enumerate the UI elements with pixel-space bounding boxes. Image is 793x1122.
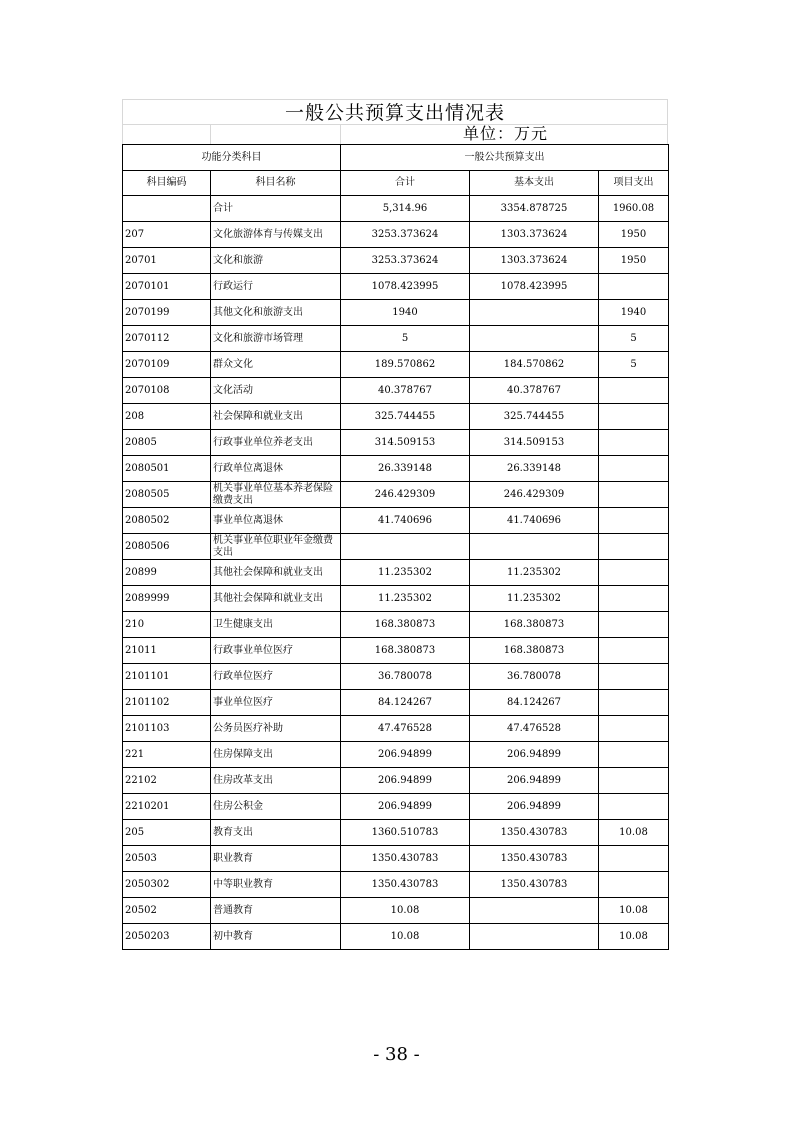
- table-row: [123, 716, 669, 742]
- project-cell: [599, 404, 669, 430]
- project-cell: 10.08: [599, 898, 669, 924]
- code-cell: 2080506: [123, 534, 211, 560]
- total-cell: 5: [341, 326, 470, 352]
- name-cell: 文化活动: [211, 378, 341, 404]
- basic-cell: 325.744455: [470, 404, 599, 430]
- basic-cell: [470, 326, 599, 352]
- header-name: 科目名称: [211, 171, 341, 196]
- project-cell: [599, 430, 669, 456]
- name-cell: 群众文化: [211, 352, 341, 378]
- project-cell: 5: [599, 326, 669, 352]
- project-cell: 5: [599, 352, 669, 378]
- table-row: [123, 326, 669, 352]
- basic-cell: 1350.430783: [470, 820, 599, 846]
- code-cell: 2070109: [123, 352, 211, 378]
- total-cell: 26.339148: [341, 456, 470, 482]
- basic-cell: [470, 924, 599, 950]
- basic-cell: 168.380873: [470, 638, 599, 664]
- name-cell: 住房公积金: [211, 794, 341, 820]
- project-cell: [599, 534, 669, 560]
- total-cell: 189.570862: [341, 352, 470, 378]
- name-cell: 行政单位医疗: [211, 664, 341, 690]
- code-cell: 2070112: [123, 326, 211, 352]
- table-row: [123, 794, 669, 820]
- table-row: [123, 404, 669, 430]
- total-cell: 1940: [341, 300, 470, 326]
- table-row: [123, 924, 669, 950]
- code-cell: 2089999: [123, 586, 211, 612]
- header-project: 项目支出: [599, 171, 669, 196]
- table-row: [123, 872, 669, 898]
- name-cell: 教育支出: [211, 820, 341, 846]
- table-row: [123, 690, 669, 716]
- name-cell: 卫生健康支出: [211, 612, 341, 638]
- table-row: [123, 846, 669, 872]
- total-cell: 36.780078: [341, 664, 470, 690]
- unit-label: 单位：万元: [463, 124, 549, 143]
- table-row: [123, 300, 669, 326]
- project-cell: [599, 768, 669, 794]
- table-row: [123, 586, 669, 612]
- name-cell: 中等职业教育: [211, 872, 341, 898]
- project-cell: [599, 612, 669, 638]
- table-row: [123, 482, 669, 508]
- total-cell: 168.380873: [341, 638, 470, 664]
- header-total: 合计: [341, 171, 470, 196]
- table-row: [123, 378, 669, 404]
- code-cell: 210: [123, 612, 211, 638]
- header-public-budget: 一般公共预算支出: [341, 145, 669, 171]
- code-cell: 2101101: [123, 664, 211, 690]
- name-cell: 职业教育: [211, 846, 341, 872]
- table-row: [123, 820, 669, 846]
- total-cell: 41.740696: [341, 508, 470, 534]
- basic-cell: 1303.373624: [470, 248, 599, 274]
- table-row: [123, 352, 669, 378]
- code-cell: 22102: [123, 768, 211, 794]
- code-cell: 2101102: [123, 690, 211, 716]
- unit-row: [122, 124, 668, 144]
- total-cell: 206.94899: [341, 794, 470, 820]
- total-cell: 40.378767: [341, 378, 470, 404]
- total-cell: 11.235302: [341, 586, 470, 612]
- total-cell: 168.380873: [341, 612, 470, 638]
- basic-cell: 36.780078: [470, 664, 599, 690]
- code-cell: 207: [123, 222, 211, 248]
- project-cell: 1940: [599, 300, 669, 326]
- header-row-group: [123, 145, 669, 171]
- name-cell: 普通教育: [211, 898, 341, 924]
- name-cell: 文化旅游体育与传媒支出: [211, 222, 341, 248]
- table-row: [123, 534, 669, 560]
- project-cell: [599, 274, 669, 300]
- total-cell: 47.476528: [341, 716, 470, 742]
- project-cell: [599, 690, 669, 716]
- total-cell: 1078.423995: [341, 274, 470, 300]
- header-basic: 基本支出: [470, 171, 599, 196]
- basic-cell: 3354.878725: [470, 196, 599, 222]
- project-cell: [599, 742, 669, 768]
- total-cell: 1360.510783: [341, 820, 470, 846]
- basic-cell: 1350.430783: [470, 872, 599, 898]
- table-row: [123, 196, 669, 222]
- blank-cell: [211, 125, 341, 144]
- code-cell: 2101103: [123, 716, 211, 742]
- basic-cell: [470, 300, 599, 326]
- project-cell: [599, 664, 669, 690]
- basic-cell: [470, 898, 599, 924]
- project-cell: 10.08: [599, 924, 669, 950]
- basic-cell: 1303.373624: [470, 222, 599, 248]
- page-title: 一般公共预算支出情况表: [122, 99, 668, 124]
- code-cell: 2050302: [123, 872, 211, 898]
- basic-cell: 206.94899: [470, 742, 599, 768]
- name-cell: 行政事业单位医疗: [211, 638, 341, 664]
- basic-cell: 246.429309: [470, 482, 599, 508]
- table-row: [123, 898, 669, 924]
- basic-cell: 40.378767: [470, 378, 599, 404]
- code-cell: 221: [123, 742, 211, 768]
- basic-cell: 206.94899: [470, 768, 599, 794]
- basic-cell: 314.509153: [470, 430, 599, 456]
- total-cell: 10.08: [341, 898, 470, 924]
- table-row: [123, 274, 669, 300]
- table-row: [123, 664, 669, 690]
- table-row: [123, 456, 669, 482]
- project-cell: [599, 508, 669, 534]
- name-cell: 住房保障支出: [211, 742, 341, 768]
- name-cell: 住房改革支出: [211, 768, 341, 794]
- basic-cell: 47.476528: [470, 716, 599, 742]
- table-row: [123, 222, 669, 248]
- basic-cell: 11.235302: [470, 586, 599, 612]
- total-cell: 1350.430783: [341, 846, 470, 872]
- page-number: - 38 -: [373, 1044, 420, 1065]
- project-cell: [599, 794, 669, 820]
- basic-cell: 84.124267: [470, 690, 599, 716]
- basic-cell: 1078.423995: [470, 274, 599, 300]
- header-row-columns: [123, 171, 669, 196]
- table-row: [123, 612, 669, 638]
- total-cell: 1350.430783: [341, 872, 470, 898]
- basic-cell: 1350.430783: [470, 846, 599, 872]
- code-cell: 2080501: [123, 456, 211, 482]
- table-row: [123, 638, 669, 664]
- table-row: [123, 768, 669, 794]
- project-cell: [599, 482, 669, 508]
- basic-cell: 41.740696: [470, 508, 599, 534]
- basic-cell: [470, 534, 599, 560]
- total-cell: 3253.373624: [341, 222, 470, 248]
- budget-sheet: [122, 99, 668, 950]
- name-cell: 初中教育: [211, 924, 341, 950]
- basic-cell: 184.570862: [470, 352, 599, 378]
- code-cell: 20899: [123, 560, 211, 586]
- basic-cell: 206.94899: [470, 794, 599, 820]
- code-cell: 2070108: [123, 378, 211, 404]
- total-cell: 314.509153: [341, 430, 470, 456]
- code-cell: 2080505: [123, 482, 211, 508]
- header-code: 科目编码: [123, 171, 211, 196]
- project-cell: 1950: [599, 248, 669, 274]
- project-cell: [599, 378, 669, 404]
- name-cell: 社会保障和就业支出: [211, 404, 341, 430]
- project-cell: [599, 872, 669, 898]
- name-cell: 行政单位离退休: [211, 456, 341, 482]
- table-row: [123, 430, 669, 456]
- table-row: [123, 560, 669, 586]
- code-cell: 2070101: [123, 274, 211, 300]
- total-cell: 325.744455: [341, 404, 470, 430]
- total-cell: 3253.373624: [341, 248, 470, 274]
- name-cell: 其他社会保障和就业支出: [211, 560, 341, 586]
- basic-cell: 26.339148: [470, 456, 599, 482]
- table-row: [123, 508, 669, 534]
- name-cell: 事业单位离退休: [211, 508, 341, 534]
- header-functional-category: 功能分类科目: [123, 145, 341, 171]
- name-cell: 文化和旅游市场管理: [211, 326, 341, 352]
- name-cell: 文化和旅游: [211, 248, 341, 274]
- table-body: [123, 196, 669, 950]
- project-cell: [599, 638, 669, 664]
- project-cell: [599, 586, 669, 612]
- code-cell: 20503: [123, 846, 211, 872]
- total-cell: 206.94899: [341, 742, 470, 768]
- total-cell: 84.124267: [341, 690, 470, 716]
- total-cell: 206.94899: [341, 768, 470, 794]
- basic-cell: 11.235302: [470, 560, 599, 586]
- project-cell: 10.08: [599, 820, 669, 846]
- table-row: [123, 742, 669, 768]
- project-cell: 1950: [599, 222, 669, 248]
- name-cell: 其他文化和旅游支出: [211, 300, 341, 326]
- code-cell: 20502: [123, 898, 211, 924]
- total-cell: 10.08: [341, 924, 470, 950]
- project-cell: [599, 716, 669, 742]
- name-cell: 公务员医疗补助: [211, 716, 341, 742]
- code-cell: 208: [123, 404, 211, 430]
- name-cell: 事业单位医疗: [211, 690, 341, 716]
- code-cell: 2080502: [123, 508, 211, 534]
- name-cell: 机关事业单位职业年金缴费支出: [211, 534, 341, 560]
- name-cell: 其他社会保障和就业支出: [211, 586, 341, 612]
- name-cell: 合计: [211, 196, 341, 222]
- total-cell: 5,314.96: [341, 196, 470, 222]
- name-cell: 机关事业单位基本养老保险缴费支出: [211, 482, 341, 508]
- code-cell: [123, 196, 211, 222]
- code-cell: 2070199: [123, 300, 211, 326]
- expenditure-table: [122, 144, 669, 950]
- total-cell: 246.429309: [341, 482, 470, 508]
- code-cell: 20701: [123, 248, 211, 274]
- basic-cell: 168.380873: [470, 612, 599, 638]
- project-cell: 1960.08: [599, 196, 669, 222]
- total-cell: [341, 534, 470, 560]
- code-cell: 20805: [123, 430, 211, 456]
- project-cell: [599, 846, 669, 872]
- code-cell: 21011: [123, 638, 211, 664]
- name-cell: 行政事业单位养老支出: [211, 430, 341, 456]
- code-cell: 205: [123, 820, 211, 846]
- code-cell: 2210201: [123, 794, 211, 820]
- table-row: [123, 248, 669, 274]
- name-cell: 行政运行: [211, 274, 341, 300]
- code-cell: 2050203: [123, 924, 211, 950]
- blank-cell: [123, 125, 211, 144]
- project-cell: [599, 456, 669, 482]
- total-cell: 11.235302: [341, 560, 470, 586]
- project-cell: [599, 560, 669, 586]
